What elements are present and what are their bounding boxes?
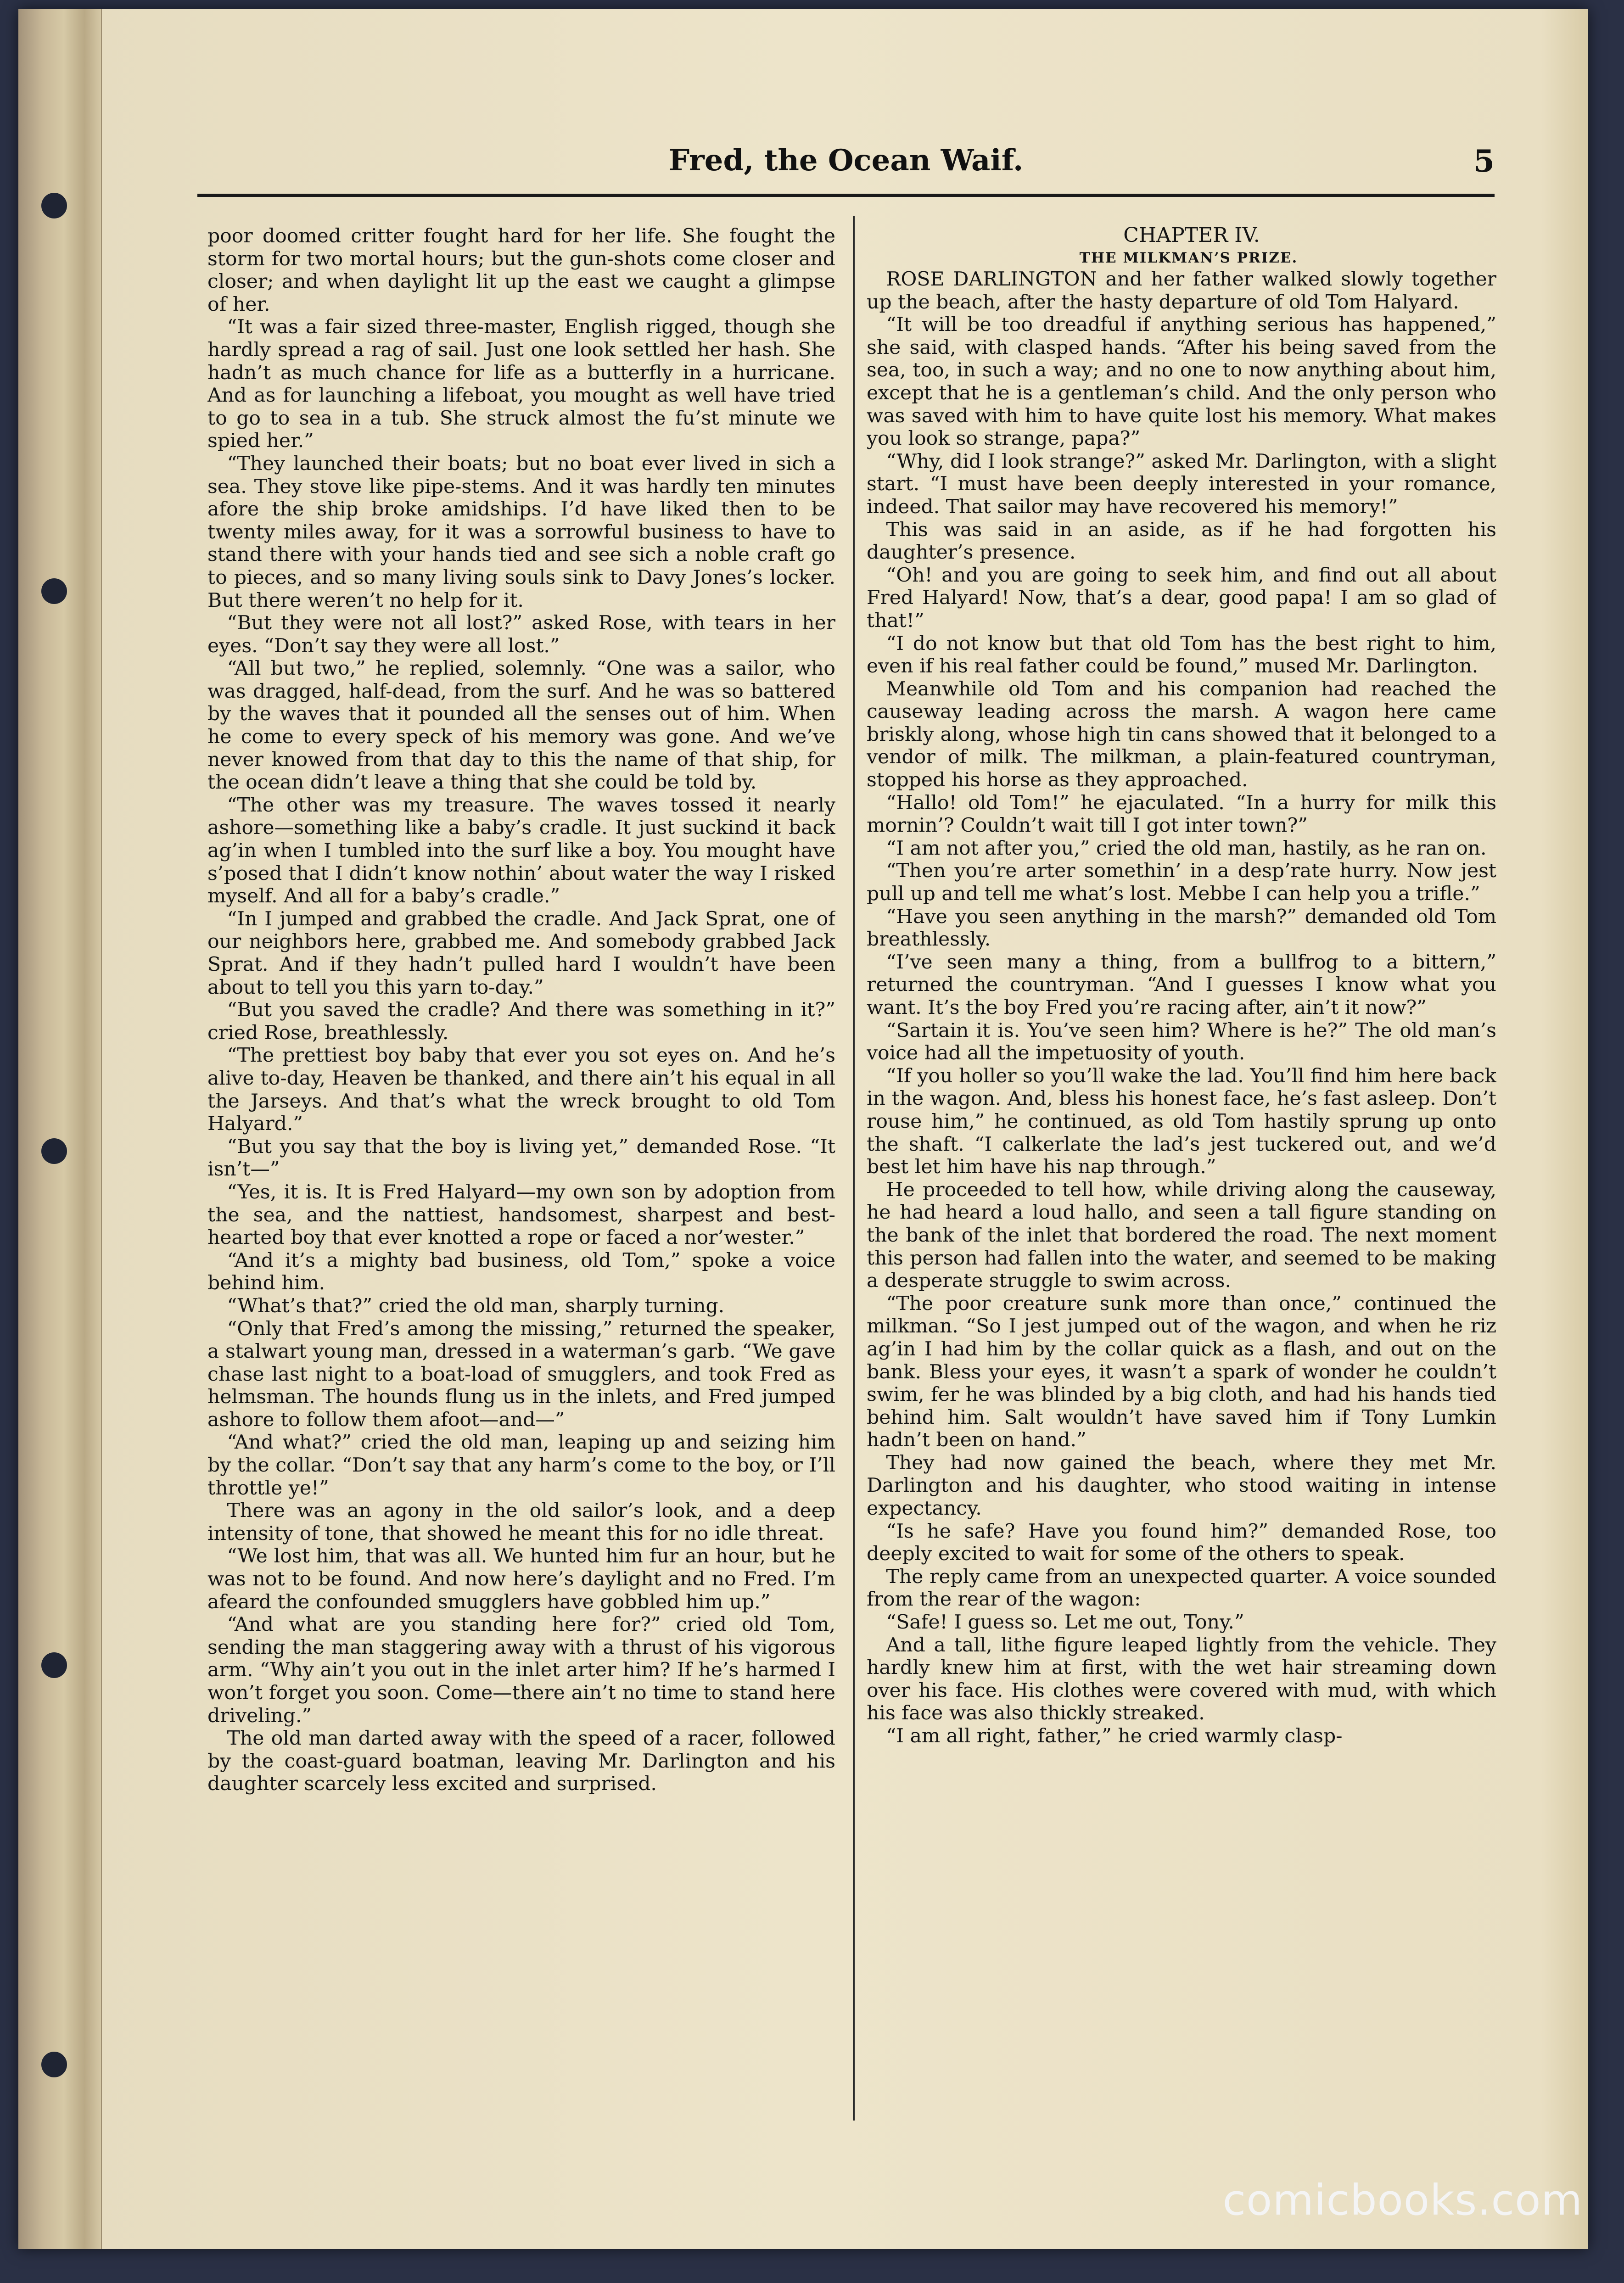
right-paragraphs: [867, 268, 1496, 1748]
right-column: [867, 223, 1496, 2132]
paragraph: ROSE DARLINGTON and her father walked slowly together up the beach, after the hasty departure of old Tom Halyard.: [867, 268, 1496, 313]
paragraph: “Oh! and you are going to seek him, and find out all about Fred Halyard! Now, that’s a dear, good papa! I am so glad of that!”: [867, 564, 1496, 632]
paragraph: “It was a fair sized three-master, English rigged, though she hardly spread a rag of sail. Just one look settled her hash. She hadn’t as much chance for life as a butterfly in a hurricane. And as for launching a lifeboat, you mought as well have tried to go to sea in a tub. She struck almost the fu’st minute we spied her.”: [207, 316, 835, 453]
paragraph: There was an agony in the old sailor’s look, and a deep intensity of tone, that showed he meant this for no idle threat.: [207, 1500, 835, 1545]
paragraph: “And what?” cried the old man, leaping up and seizing him by the collar. “Don’t say that any harm’s come to the boy, or I’ll throttle ye!”: [207, 1431, 835, 1500]
watermark: comicbooks.com: [1222, 2176, 1583, 2225]
paragraph: “In I jumped and grabbed the cradle. And Jack Sprat, one of our neighbors here, grabbed me. And somebody grabbed Jack Sprat. And if they hadn’t pulled hard I wouldn’t have been about to tell you this yarn to-day.”: [207, 907, 835, 999]
paragraph: “Sartain it is. You’ve seen him? Where is he?” The old man’s voice had all the impetuosity of youth.: [867, 1019, 1496, 1065]
paragraph: The old man darted away with the speed of a racer, followed by the coast-guard boatman, leaving Mr. Darlington and his daughter scarcely less excited and surprised.: [207, 1727, 835, 1796]
left-column: [207, 225, 835, 2134]
paragraph: “All but two,” he replied, solemnly. “One was a sailor, who was dragged, half-dead, from the surf. And he was so battered by the waves that it pounded all the senses out of him. When he come to every speck of his memory was gone. And we’ve never knowed from that day to this the name of that ship, for the ocean didn’t leave a thing that she could be told by.: [207, 657, 835, 794]
paragraph: “And it’s a mighty bad business, old Tom,” spoke a voice behind him.: [207, 1249, 835, 1295]
paragraph: “I am all right, father,” he cried warmly clasp-: [886, 1725, 1343, 1747]
paragraph: “The prettiest boy baby that ever you sot eyes on. And he’s alive to-day, Heaven be thanked, and there ain’t his equal in all the Jarseys. And that’s what the wreck brought to old Tom Halyard.”: [207, 1044, 835, 1136]
paragraph: They had now gained the beach, where they met Mr. Darlington and his daughter, who stood waiting in intense expectancy.: [867, 1451, 1496, 1520]
paragraph: “Safe! I guess so. Let me out, Tony.”: [886, 1611, 1244, 1634]
staple-hole: [41, 1652, 67, 1678]
paragraph: “The poor creature sunk more than once,” continued the milkman. “So I jest jumped out of the wagon, and when he riz ag’in I had him by the collar quick as a flash, and out on the bank. Bless your eyes, it wasn’t a spark of wonder he couldn’t swim, fer he was blinded by a big cloth, and had his hands tied behind him. Salt wouldn’t have saved him if Tony Lumkin hadn’t been on hand.”: [867, 1292, 1496, 1452]
page-header: [197, 143, 1495, 197]
staple-hole: [41, 1138, 67, 1164]
staple-hole: [41, 2052, 67, 2077]
running-title: Fred, the Ocean Waif.: [668, 143, 1024, 178]
paragraph: “Is he safe? Have you found him?” demanded Rose, too deeply excited to wait for some of the others to speak.: [867, 1520, 1496, 1566]
paragraph: “But you say that the boy is living yet,” demanded Rose. “It isn’t—”: [207, 1135, 835, 1181]
paragraph: “Hallo! old Tom!” he ejaculated. “In a hurry for milk this mornin’? Couldn’t wait till I got inter town?”: [867, 791, 1496, 837]
paragraph: He proceeded to tell how, while driving along the causeway, he had heard a loud hallo, and seen a tall figure standing on the bank of the inlet that bordered the road. The next moment this person had fallen into the water, and seemed to be making a desperate struggle to swim across.: [867, 1178, 1496, 1293]
paragraph: And a tall, lithe figure leaped lightly from the vehicle. They hardly knew him at first, with the wet hair streaming down over his face. His clothes were covered with mud, with which his face was also thickly streaked.: [867, 1634, 1496, 1725]
paragraph: Meanwhile old Tom and his companion had reached the causeway leading across the marsh. A wagon here came briskly along, whose high tin cans showed that it belonged to a vendor of milk. The milkman, a plain-featured countryman, stopped his horse as they approached.: [867, 677, 1496, 792]
paragraph: “We lost him, that was all. We hunted him fur an hour, but he was not to be found. And now here’s daylight and no Fred. I’m afeard the confounded smugglers have gobbled him up.”: [207, 1545, 835, 1613]
binding-gutter: [18, 9, 102, 2249]
paragraph: poor doomed critter fought hard for her life. She fought the storm for two mortal hours; but the gun-shots come closer and closer; and when daylight lit up the east we caught a glimpse of her.: [207, 225, 835, 316]
paragraph: “Only that Fred’s among the missing,” returned the speaker, a stalwart young man, dressed in a waterman’s garb. “We gave chase last night to a boat-load of smugglers, and took Fred as helmsman. The hounds flung us in the inlets, and Fred jumped ashore to follow them afoot—and—”: [207, 1317, 835, 1431]
column-divider: [853, 216, 855, 2121]
paragraph: “If you holler so you’ll wake the lad. You’ll find him here back in the wagon. And, bless his honest face, he’s fast asleep. Don’t rouse him,” he continued, as old Tom hastily sprung up onto the shaft. “I calkerlate the lad’s jest tuckered out, and we’d best let him have his nap through.”: [867, 1064, 1496, 1179]
paragraph: “What’s that?” cried the old man, sharply turning.: [227, 1294, 725, 1317]
paragraph: “Then you’re arter somethin’ in a desp’rate hurry. Now jest pull up and tell me what’s lost. Mebbe I can help you a trifle.”: [867, 860, 1496, 906]
paragraph: “I am not after you,” cried the old man, hastily, as he ran on.: [886, 837, 1487, 860]
page-number: 5: [1473, 143, 1495, 179]
paragraph: “Yes, it is. It is Fred Halyard—my own son by adoption from the sea, and the nattiest, handsomest, sharpest and best-hearted boy that ever knotted a rope or faced a nor’wester.”: [207, 1181, 835, 1249]
chapter-subtitle: THE MILKMAN’S PRIZE.: [1079, 250, 1298, 266]
staple-hole: [41, 193, 67, 218]
staple-hole: [41, 578, 67, 604]
paragraph: The reply came from an unexpected quarter. A voice sounded from the rear of the wagon:: [867, 1565, 1496, 1611]
paragraph: “It will be too dreadful if anything serious has happened,” she said, with clasped hands. “After his being saved from the sea, too, in such a way; and no one to now anything about him, except that he is a gentleman’s child. And the only person who was saved with him to have quite lost his memory. What makes you look so strange, papa?”: [867, 313, 1496, 450]
paragraph: “Have you seen anything in the marsh?” demanded old Tom breathlessly.: [867, 905, 1496, 951]
paragraph: “They launched their boats; but no boat ever lived in sich a sea. They stove like pipe-stems. And it was hardly ten minutes afore the ship broke amidships. I’d have liked then to be twenty miles away, for it was a sorrowful business to have to stand there with your hands tied and see sich a noble craft go to pieces, and so many living souls sink to Davy Jones’s locker. But there weren’t no help for it.: [207, 452, 835, 612]
paragraph: “But you saved the cradle? And there was something in it?” cried Rose, breathlessly.: [207, 999, 835, 1044]
paragraph: “And what are you standing here for?” cried old Tom, sending the man staggering away with a thrust of his vigorous arm. “Why ain’t you out in the inlet arter him? If he’s harmed I won’t forget you soon. Come—there ain’t no time to stand here driveling.”: [207, 1613, 835, 1727]
paragraph: “But they were not all lost?” asked Rose, with tears in her eyes. “Don’t say they were all lost.”: [207, 612, 835, 657]
paragraph: “I’ve seen many a thing, from a bullfrog to a bittern,” returned the countryman. “And I guesses I know what you want. It’s the boy Fred you’re racing after, ain’t it now?”: [867, 951, 1496, 1019]
paragraph: “The other was my treasure. The waves tossed it nearly ashore—something like a baby’s cradle. It just suckind it back ag’in when I tumbled into the surf like a boy. You mought have s’posed that I didn’t know nothin’ about water the way I risked myself. And all for a baby’s cradle.”: [207, 794, 835, 908]
paragraph: “I do not know but that old Tom has the best right to him, even if his real father could be found,” mused Mr. Darlington.: [867, 632, 1496, 678]
paragraph: This was said in an aside, as if he had forgotten his daughter’s presence.: [867, 518, 1496, 564]
chapter-heading: CHAPTER IV.: [1123, 224, 1260, 247]
paragraph: “Why, did I look strange?” asked Mr. Darlington, with a slight start. “I must have been deeply interested in your romance, indeed. That sailor may have recovered his memory!”: [867, 450, 1496, 518]
